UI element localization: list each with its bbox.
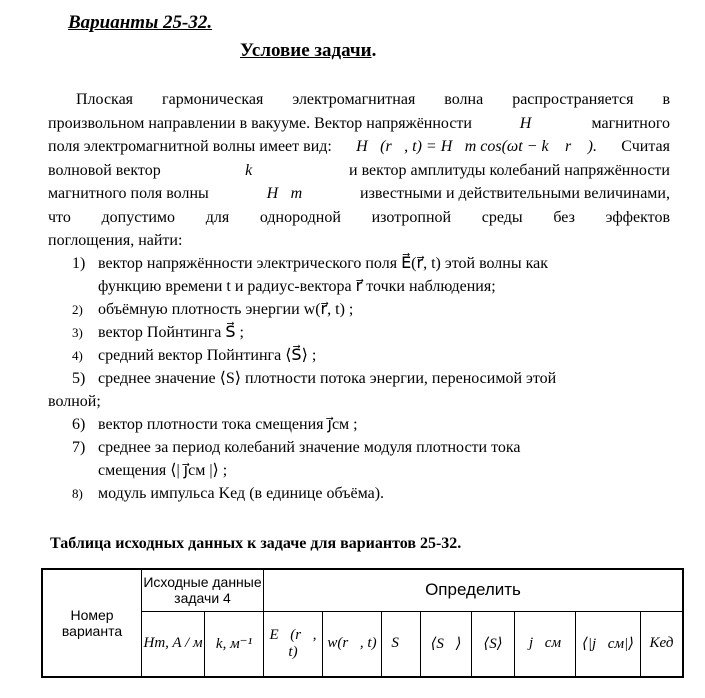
determine-col-w: w(r⃗, t)	[323, 611, 382, 677]
list-item	[72, 344, 670, 367]
determine-header: Определить	[264, 569, 684, 611]
paragraph-text: магнитного поля волны	[48, 185, 209, 202]
paragraph-line	[48, 135, 670, 159]
variants-title: Варианты 25-32.	[68, 12, 213, 33]
determine-col-k: Kед	[641, 611, 684, 677]
list-item-number: 3)	[72, 325, 83, 340]
list-item-text: функцию времени t и радиус-вектора r⃗ точки наблюдения;	[98, 278, 496, 295]
list-item	[72, 459, 670, 482]
list-item	[48, 367, 670, 390]
list-item	[72, 482, 670, 505]
condition-title-dot: .	[371, 40, 377, 61]
list-item-number: 4)	[72, 348, 83, 363]
list-item-text: модуль импульса Kед (в единице объёма).	[98, 485, 385, 502]
list-item	[72, 252, 670, 275]
table-title: Таблица исходных данных к задаче для вариантов 25-32.	[50, 535, 462, 552]
list-item	[72, 436, 670, 459]
list-item	[72, 413, 670, 436]
list-item-text: смещения ⟨| j⃗см |⟩ ;	[98, 462, 228, 479]
paragraph-text: и вектор амплитуды колебаний напряжённости	[349, 161, 670, 179]
list-item-number: 8)	[72, 486, 83, 501]
h-vector-symbol: H⃗	[519, 114, 544, 132]
list-item-text: средний вектор Пойнтинга ⟨S⃗⟩ ;	[98, 347, 317, 364]
paragraph-text: магнитного	[591, 114, 670, 132]
list-item-text: вектор напряжённости электрического поля E⃗(r⃗, t) этой волны как	[98, 255, 548, 272]
paragraph-line: поглощения, найти:	[48, 232, 183, 249]
table-header-row	[42, 569, 683, 611]
hm-vector-symbol: H⃗m	[266, 185, 303, 202]
input-col-k: k, м⁻¹	[205, 611, 264, 677]
determine-col-s-vec-avg: ⟨S⃗⟩	[421, 611, 472, 677]
paragraph-text: Считая	[621, 138, 670, 155]
list-item-number: 5)	[72, 370, 86, 387]
condition-title-text: Условие задачи	[240, 40, 372, 61]
paragraph-text: поля электромагнитной волны имеет вид:	[48, 138, 332, 155]
paragraph-line: Плоская гармоническая электромагнитная волна распространяется в	[76, 91, 670, 108]
determine-col-s-avg: ⟨S⟩	[472, 611, 515, 677]
list-item-number: 2)	[72, 302, 83, 317]
list-item-text: вектор плотности тока смещения j⃗см ;	[98, 416, 358, 433]
list-item	[48, 390, 670, 413]
list-item-text: вектор Пойнтинга S⃗ ;	[98, 324, 244, 341]
determine-col-s: S⃗	[382, 611, 421, 677]
problem-paragraph	[48, 88, 670, 253]
paragraph-line	[48, 159, 670, 183]
list-item-text: объёмную плотность энергии w(r⃗, t) ;	[98, 301, 354, 318]
list-item-number: 7)	[72, 439, 86, 456]
condition-title	[240, 40, 376, 62]
task-list	[48, 252, 670, 505]
paragraph-text: волновой вектор	[48, 161, 161, 179]
data-table	[41, 568, 684, 678]
variant-header: Номер варианта	[42, 569, 142, 677]
list-item-number: 6)	[72, 416, 86, 433]
h-field-formula: H⃗(r⃗, t) = H⃗m cos(ωt − k⃗ r⃗ ).	[356, 138, 597, 155]
k-vector-symbol: k⃗	[245, 161, 265, 179]
input-header: Исходные данные задачи 4	[142, 569, 264, 611]
paragraph-line: что допустимо для однородной изотропной среды без эффектов	[48, 208, 670, 226]
determine-col-j: j⃗см	[515, 611, 576, 677]
paragraph-line	[48, 182, 670, 206]
paragraph-text: известными и действительными величинами,	[360, 185, 670, 202]
paragraph-text: произвольном направлении в вакууме. Вектор напряжённости	[48, 114, 472, 132]
determine-col-e: E⃗(r⃗, t)	[264, 611, 323, 677]
input-col-hm: Hm, A / м	[142, 611, 205, 677]
list-item-text: среднее значение ⟨S⟩ плотности потока энергии, переносимой этой	[98, 370, 557, 387]
list-item-text: волной;	[48, 393, 101, 410]
list-item	[72, 298, 670, 321]
list-item-number: 1)	[72, 255, 86, 272]
list-item	[72, 321, 670, 344]
list-item	[72, 275, 670, 298]
paragraph-line	[48, 112, 670, 136]
determine-col-j-avg: ⟨|j⃗см|⟩	[576, 611, 641, 677]
list-item-text: среднее за период колебаний значение модуля плотности тока	[98, 439, 521, 456]
